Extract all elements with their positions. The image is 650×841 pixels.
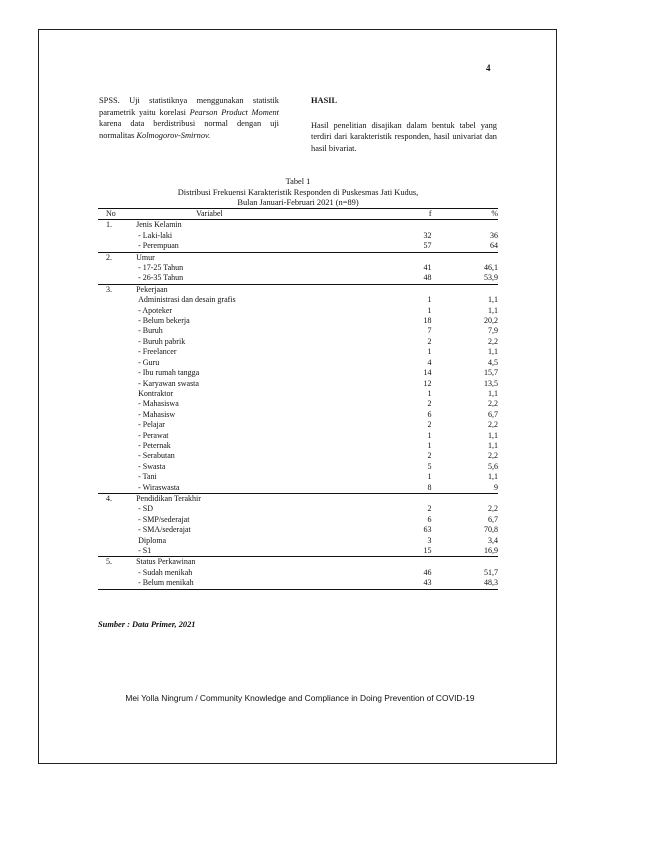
row-percentage: 13,5 [484, 378, 498, 388]
row-label: - SD [138, 504, 153, 514]
row-frequency: 1 [427, 347, 432, 357]
table-category-row [98, 220, 498, 231]
row-frequency: 2 [427, 504, 432, 514]
row-percentage: 9 [438, 483, 499, 494]
row-frequency: 4 [427, 357, 432, 367]
row-label: - Mahasisw [138, 409, 176, 419]
row-percentage: 6,7 [488, 514, 498, 524]
row-number-empty [98, 420, 136, 430]
right-column-text [311, 95, 497, 154]
row-percentage: 48,3 [438, 578, 499, 589]
category-number: 1. [106, 220, 112, 230]
row-frequency: 43 [337, 578, 438, 589]
table-row [98, 483, 498, 494]
row-number-empty [98, 483, 136, 494]
table-caption-line1: Distribusi Frekuensi Karakteristik Responden di Puskesmas Jati Kudus, [177, 188, 419, 197]
row-label: - Karyawan swasta [138, 378, 199, 388]
row-frequency: 1 [427, 295, 432, 305]
row-percentage: 51,7 [484, 567, 498, 577]
header-pct: % [438, 209, 499, 220]
left-paragraph-part2: karena data berdistribusi normal dengan uji normalitas [99, 119, 279, 140]
row-percentage: 2,2 [488, 451, 498, 461]
row-frequency: 12 [423, 378, 432, 388]
table-row [98, 337, 498, 347]
left-paragraph-italic1: Pearson Product Moment [189, 107, 279, 117]
page-footer: Mei Yolla Ningrum / Community Knowledge and Compliance in Doing Prevention of COVID-19 [125, 693, 475, 703]
table-row [98, 546, 498, 557]
row-label: - Guru [138, 357, 160, 367]
row-percentage: 1,1 [488, 347, 498, 357]
table-row [98, 389, 498, 399]
row-percentage: 1,1 [488, 295, 498, 305]
table-row [98, 379, 498, 389]
row-percentage: 70,8 [484, 525, 498, 535]
row-number-empty [98, 431, 136, 441]
row-number-empty [98, 379, 136, 389]
table-caption-line2: Bulan Januari-Februari 2021 (n=89) [237, 198, 359, 207]
table-row [98, 347, 498, 357]
header-f: f [337, 209, 438, 220]
row-frequency: 15 [337, 546, 438, 557]
row-label: - Serabutan [138, 451, 175, 461]
table-row [98, 410, 498, 420]
page-number: 4 [486, 63, 491, 73]
row-number-empty [98, 389, 136, 399]
row-frequency: 6 [427, 409, 432, 419]
row-percentage: 7,9 [488, 326, 498, 336]
row-number-empty [98, 451, 136, 461]
row-number-empty [98, 504, 136, 514]
category-number: 5. [106, 557, 112, 567]
table-row [98, 295, 498, 305]
row-label: - 26-35 Tahun [136, 273, 337, 284]
table-source: Sumber : Data Primer, 2021 [98, 620, 196, 629]
row-number-empty [98, 295, 136, 305]
row-frequency: 3 [427, 535, 432, 545]
row-label: - Ibu rumah tangga [138, 368, 200, 378]
row-frequency: 41 [423, 263, 432, 273]
table-category-row [98, 493, 498, 504]
row-label: - Wiraswasta [136, 483, 337, 494]
table-category-row [98, 252, 498, 263]
table-row [98, 306, 498, 316]
table-row [98, 472, 498, 482]
row-frequency: 6 [427, 514, 432, 524]
row-percentage: 16,9 [438, 546, 499, 557]
row-frequency: 63 [423, 525, 432, 535]
category-label: Status Perkawinan [136, 557, 196, 567]
row-label: - S1 [136, 546, 337, 557]
row-percentage: 20,2 [484, 316, 498, 326]
table-header-row [98, 209, 498, 220]
row-percentage: 6,7 [488, 409, 498, 419]
row-number-empty [98, 578, 136, 589]
row-number-empty [98, 568, 136, 578]
row-label: - Pelajar [138, 420, 165, 430]
row-number-empty [98, 410, 136, 420]
row-percentage: 46,1 [484, 263, 498, 273]
category-label: Jenis Kelamin [136, 220, 182, 230]
row-percentage: 2,2 [488, 336, 498, 346]
category-number: 2. [106, 252, 112, 262]
row-frequency: 1 [427, 388, 432, 398]
row-number-empty [98, 399, 136, 409]
category-pct-empty [438, 557, 499, 568]
table-body [98, 220, 498, 589]
hasil-paragraph: Hasil penelitian disajikan dalam bentuk tabel yang terdiri dari karakteristik responden, hasil univariat dan hasil bivariat. [311, 120, 497, 153]
row-number-empty [98, 316, 136, 326]
row-label: - Buruh [138, 326, 163, 336]
left-paragraph-part1: SPSS. Uji statistiknya menggunakan statistik parametrik yaitu korelasi [99, 96, 279, 117]
row-frequency: 46 [423, 567, 432, 577]
row-percentage: 15,7 [484, 368, 498, 378]
category-f-empty [337, 220, 438, 231]
row-frequency: 8 [337, 483, 438, 494]
row-percentage: 1,1 [488, 440, 498, 450]
left-paragraph-italic2: Kolmogorov-Smirnov. [136, 130, 211, 140]
row-label: - Apoteker [138, 305, 173, 315]
row-frequency: 2 [427, 451, 432, 461]
category-number: 3. [106, 284, 112, 294]
row-frequency: 14 [423, 368, 432, 378]
characteristics-table [98, 208, 498, 590]
table-row [98, 504, 498, 514]
row-label: - Belum bekerja [138, 316, 190, 326]
row-number-empty [98, 231, 136, 241]
category-f-empty [337, 252, 438, 263]
table-row [98, 462, 498, 472]
category-f-empty [337, 557, 438, 568]
row-number-empty [98, 536, 136, 546]
row-label: - Swasta [138, 461, 166, 471]
category-pct-empty [438, 220, 499, 231]
row-frequency: 1 [427, 440, 432, 450]
row-number-empty [98, 241, 136, 252]
row-label: - Perawat [138, 430, 169, 440]
row-number-empty [98, 306, 136, 316]
table-row [98, 431, 498, 441]
category-number: 4. [106, 493, 112, 503]
row-percentage: 64 [438, 241, 499, 252]
table-caption-title: Tabel 1 [285, 177, 311, 186]
row-frequency: 57 [337, 241, 438, 252]
category-label: Pendidikan Terakhir [136, 493, 201, 503]
table-row [98, 368, 498, 378]
row-label: - Freelancer [138, 347, 177, 357]
row-label: - Buruh pabrik [138, 336, 186, 346]
left-column-text [99, 95, 279, 141]
row-percentage: 2,2 [488, 504, 498, 514]
table-category-row [98, 284, 498, 295]
table-row [98, 515, 498, 525]
table-row [98, 326, 498, 336]
row-label: - SMA/sederajat [138, 525, 191, 535]
row-frequency: 1 [427, 305, 432, 315]
table-row [98, 568, 498, 578]
row-frequency: 2 [427, 399, 432, 409]
row-frequency: 7 [427, 326, 432, 336]
category-pct-empty [438, 252, 499, 263]
table-row [98, 231, 498, 241]
row-number-empty [98, 337, 136, 347]
category-pct-empty [438, 493, 499, 504]
table-row [98, 273, 498, 284]
row-percentage: 2,2 [488, 399, 498, 409]
section-heading-hasil: HASIL [311, 96, 338, 105]
row-frequency: 48 [337, 273, 438, 284]
table-row [98, 441, 498, 451]
table-row [98, 263, 498, 273]
row-number-empty [98, 368, 136, 378]
row-frequency: 2 [427, 336, 432, 346]
table-row [98, 451, 498, 461]
row-percentage: 53,9 [438, 273, 499, 284]
table-row [98, 241, 498, 252]
row-percentage: 1,1 [488, 305, 498, 315]
row-percentage: 5,6 [488, 461, 498, 471]
header-variabel: Variabel [136, 209, 337, 220]
row-number-empty [98, 472, 136, 482]
row-frequency: 1 [427, 430, 432, 440]
category-f-empty [337, 493, 438, 504]
row-percentage: 1,1 [488, 472, 498, 482]
header-no: No [98, 209, 136, 220]
row-number-empty [98, 273, 136, 284]
row-number-empty [98, 462, 136, 472]
row-number-empty [98, 525, 136, 535]
row-number-empty [98, 263, 136, 273]
table-category-row [98, 557, 498, 568]
row-frequency: 5 [427, 461, 432, 471]
row-percentage: 2,2 [488, 420, 498, 430]
row-number-empty [98, 515, 136, 525]
row-label: - Mahasiswa [138, 399, 179, 409]
table-row [98, 536, 498, 546]
row-label: - SMP/sederajat [138, 514, 190, 524]
row-label: - Laki-laki [138, 230, 173, 240]
row-label: Diploma [138, 535, 167, 545]
category-label: Umur [136, 252, 155, 262]
row-number-empty [98, 441, 136, 451]
row-number-empty [98, 358, 136, 368]
category-pct-empty [438, 284, 499, 295]
row-label: - 17-25 Tahun [138, 263, 184, 273]
table-row [98, 316, 498, 326]
row-number-empty [98, 546, 136, 557]
table-row [98, 578, 498, 589]
table-row [98, 399, 498, 409]
row-frequency: 32 [423, 230, 432, 240]
table-row [98, 358, 498, 368]
row-label: - Belum menikah [136, 578, 337, 589]
row-frequency: 18 [423, 316, 432, 326]
row-frequency: 2 [427, 420, 432, 430]
row-number-empty [98, 326, 136, 336]
category-label: Pekerjaan [136, 284, 168, 294]
row-percentage: 3,4 [488, 535, 498, 545]
row-label: - Perempuan [136, 241, 337, 252]
row-label: Administrasi dan desain grafis [138, 295, 236, 305]
row-percentage: 1,1 [488, 388, 498, 398]
row-percentage: 1,1 [488, 430, 498, 440]
table-row [98, 525, 498, 535]
row-number-empty [98, 347, 136, 357]
row-label: - Tani [138, 472, 157, 482]
category-f-empty [337, 284, 438, 295]
row-percentage: 4,5 [488, 357, 498, 367]
row-label: - Sudah menikah [138, 567, 193, 577]
table-row [98, 420, 498, 430]
row-label: Kontraktor [138, 388, 174, 398]
row-label: - Peternak [138, 440, 171, 450]
row-percentage: 36 [490, 230, 498, 240]
row-frequency: 1 [427, 472, 432, 482]
